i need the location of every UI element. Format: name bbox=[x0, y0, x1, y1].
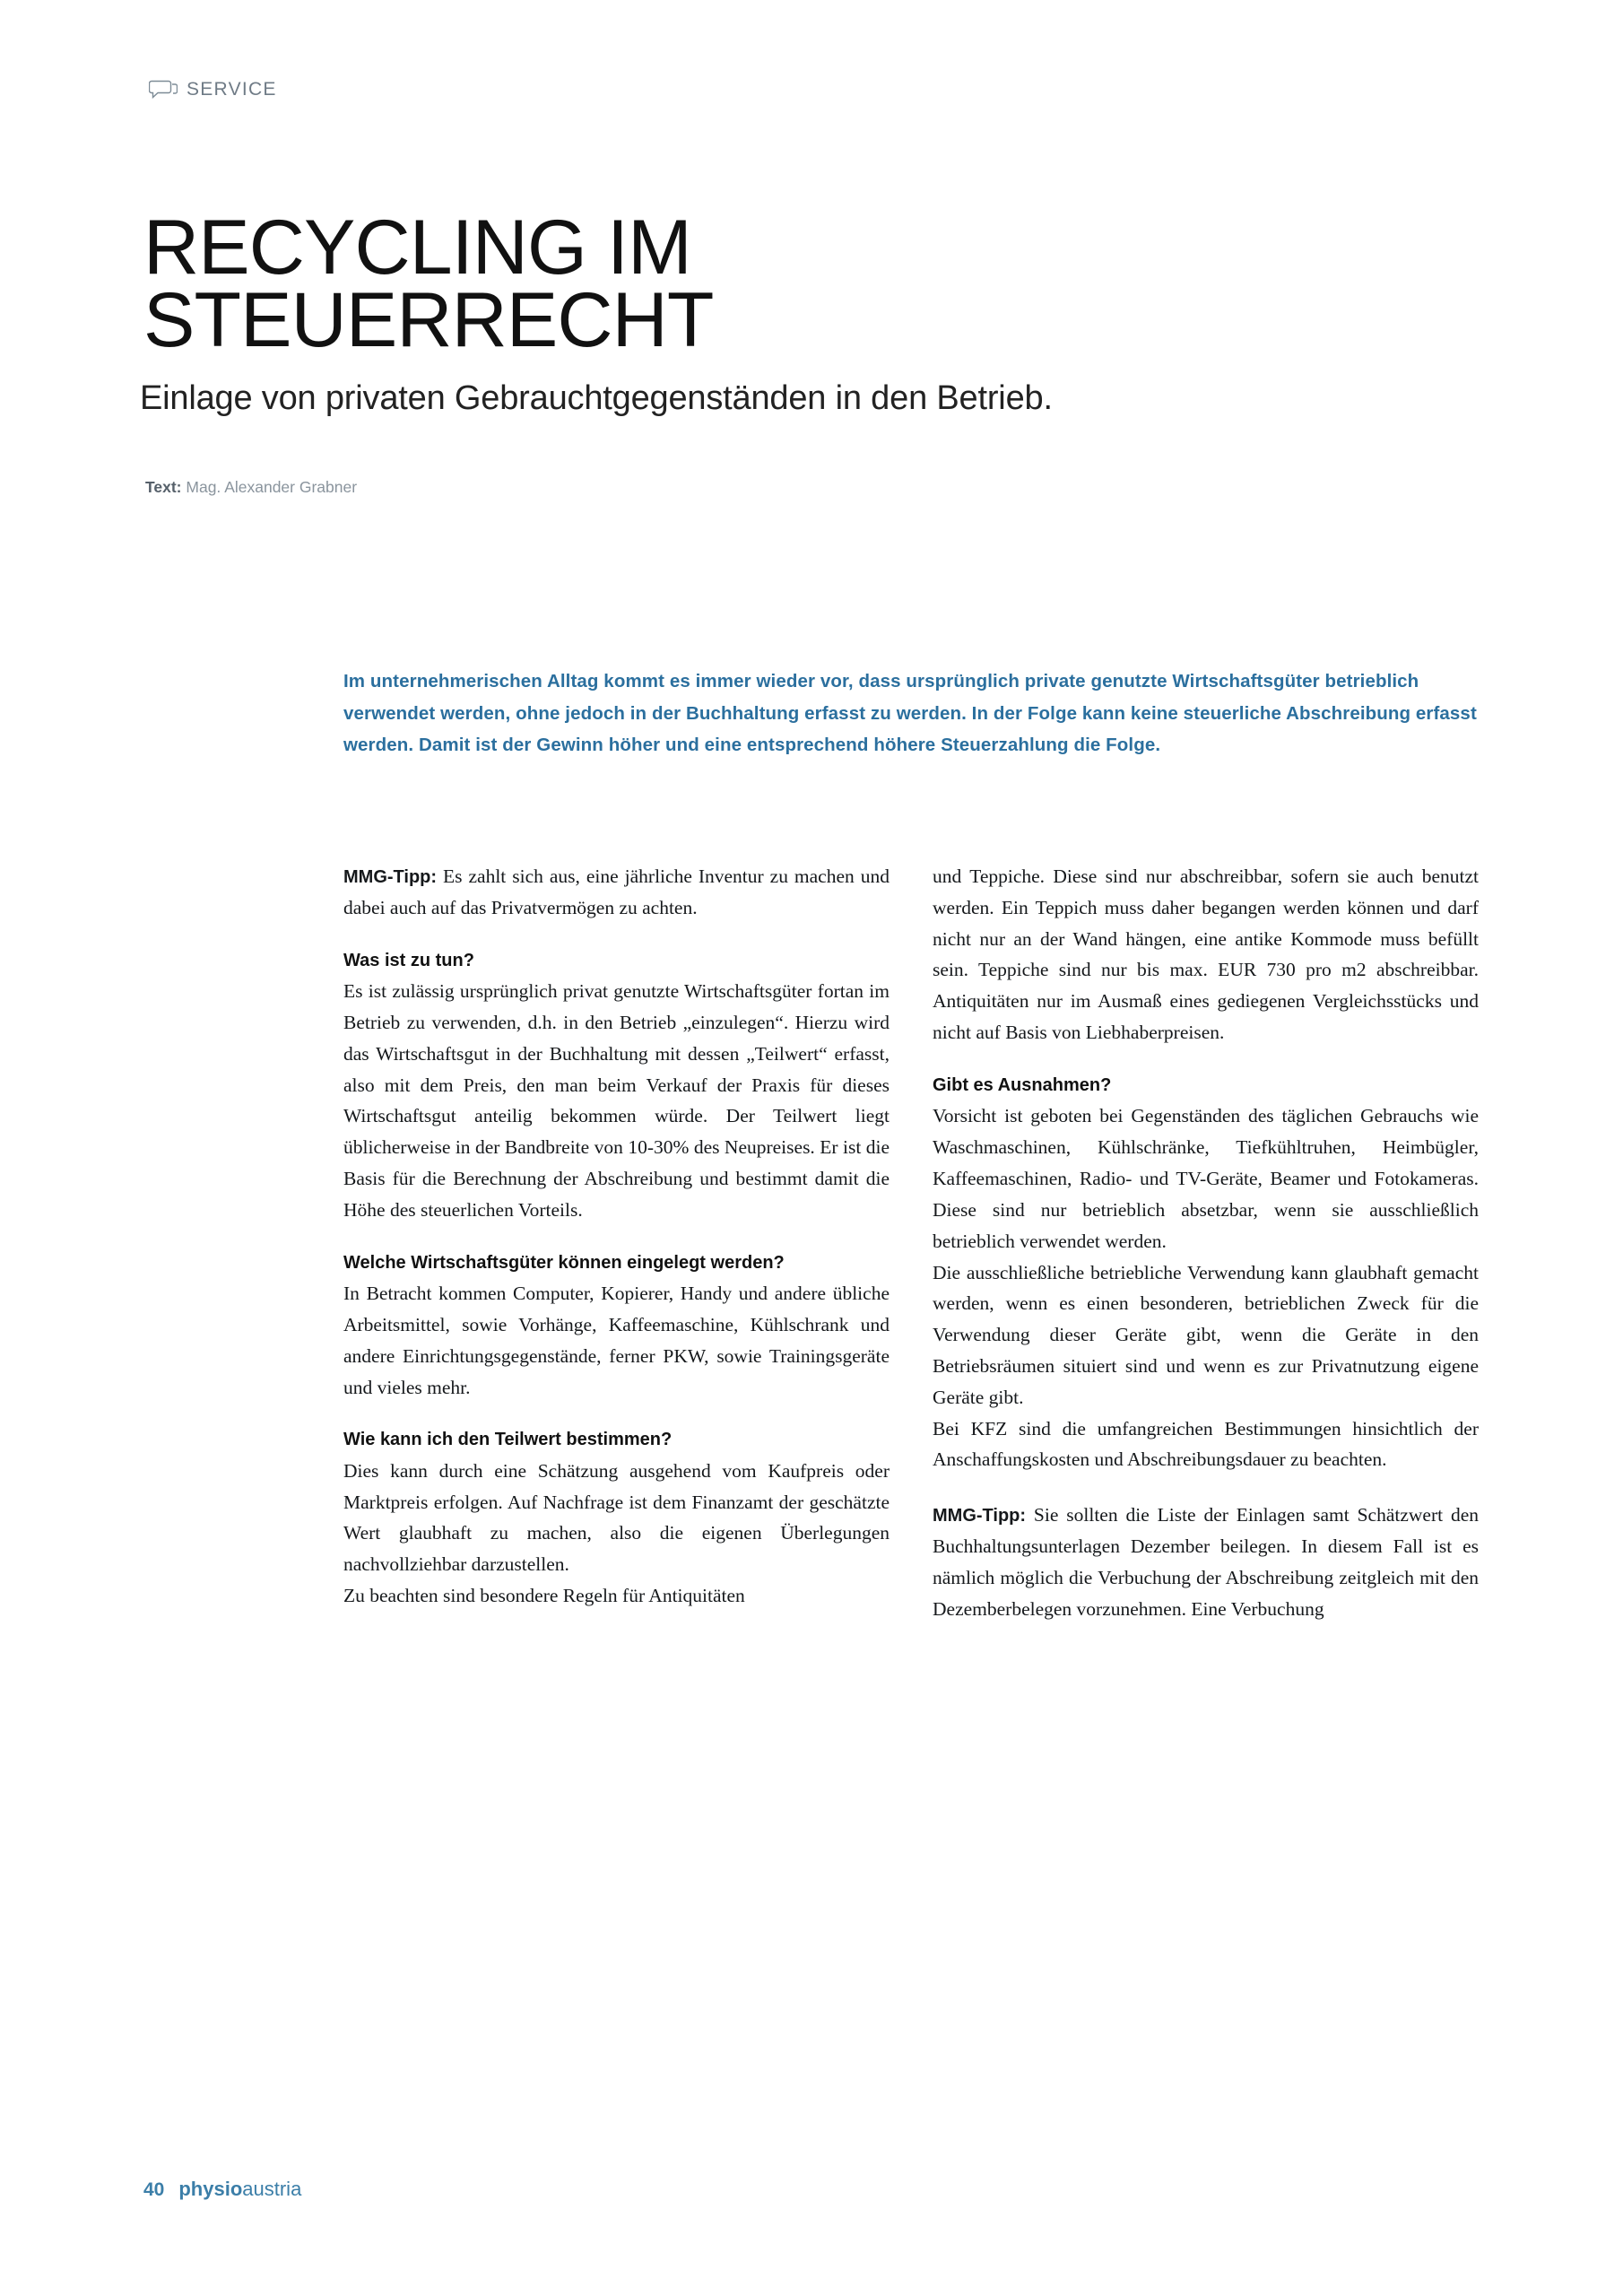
page-title-line-2: STEUERRECHT bbox=[143, 277, 714, 364]
runin-label-mmg-tipp: MMG-Tipp: bbox=[343, 867, 438, 887]
runin-label-mmg-tipp-2: MMG-Tipp: bbox=[933, 1506, 1027, 1526]
brand-wordmark-light: austria bbox=[242, 2178, 302, 2200]
page-footer bbox=[143, 2178, 301, 2201]
body-column-right bbox=[933, 861, 1479, 1625]
paragraph-tip-2 bbox=[933, 1500, 1479, 1624]
kicker-label: SERVICE bbox=[187, 79, 277, 100]
speech-bubble-icon bbox=[149, 80, 178, 100]
paragraph-left-3: Dies kann durch eine Schätzung ausgehend vom Kaufpreis oder Marktpreis erfolgen. Auf Nachfrage ist dem Finanzamt der geschätzte Wert glaubhaft zu machen, also die eigenen Überlegungen nachvollziehbar darzustellen. bbox=[343, 1459, 890, 1576]
body-column-left bbox=[343, 861, 890, 1612]
paragraph-left-4: Zu beachten sind besondere Regeln für Antiquitäten bbox=[343, 1585, 745, 1607]
paragraph-tip-2-text: Sie sollten die Liste der Einlagen samt Schätzwert den Buchhaltungsunterlagen Dezember beilegen. In diesem Fall ist es nämlich möglich die Verbuchung der Abschreibung zeitgleich mit den Dezemberbelegen vorzunehmen. Eine Verbuchung bbox=[933, 1504, 1479, 1620]
heading-was-ist-zu-tun: Was ist zu tun? bbox=[343, 950, 474, 970]
paragraph-tip-1 bbox=[343, 861, 890, 924]
heading-wie-teilwert-bestimmen: Wie kann ich den Teilwert bestimmen? bbox=[343, 1430, 673, 1450]
paragraph-right-3: Die ausschließliche betriebliche Verwendung kann glaubhaft gemacht werden, wenn es einen besonderen, betrieblichen Zweck für die Verwendung dieser Geräte gibt, wenn die Geräte in den Betriebsräumen situiert sind und wenn es zur Privatnutzung eigene Geräte gibt. bbox=[933, 1261, 1479, 1408]
byline bbox=[145, 478, 357, 497]
paragraph-tip-1-text: Es zahlt sich aus, eine jährliche Inventur zu machen und dabei auch auf das Privatvermögen zu achten. bbox=[343, 865, 890, 918]
section-kicker bbox=[149, 79, 277, 100]
paragraph-right-1: und Teppiche. Diese sind nur abschreibbar, sofern sie auch benutzt werden. Ein Teppich muss daher begangen werden können und darf nicht nur an der Wand hängen, eine antike Kommode muss befüllt sein. Teppiche sind nur bis max. EUR 730 pro m2 abschreibbar. Antiquitäten nur im Ausmaß eines gediegenen Vergleichsstücks und nicht auf Basis von Liebhaberpreisen. bbox=[933, 865, 1479, 1044]
heading-welche-wirtschaftsgueter: Welche Wirtschaftsgüter können eingelegt werden? bbox=[343, 1252, 785, 1273]
lead-paragraph: Im unternehmerischen Alltag kommt es immer wieder vor, dass ursprünglich private genutzte Wirtschaftsgüter betrieblich verwendet werden, ohne jedoch in der Buchhaltung erfasst zu werden. In der Folge kann keine steuerliche Abschreibung erfasst werden. Damit ist der Gewinn höher und eine entsprechend höhere Steuerzahlung die Folge. bbox=[343, 671, 1477, 756]
paragraph-right-2: Vorsicht ist geboten bei Gegenständen des täglichen Gebrauchs wie Waschmaschinen, Kühlschränke, Tiefkühltruhen, Heimbügler, Kaffeemaschinen, Radio- und TV-Geräte, Beamer und Fotokameras. Diese sind nur betrieblich absetzbar, wenn sie ausschließlich betrieblich verwendet werden. bbox=[933, 1105, 1479, 1252]
paragraph-right-4: Bei KFZ sind die umfangreichen Bestimmungen hinsichtlich der Anschaffungskosten und Abschreibungsdauer zu beachten. bbox=[933, 1417, 1479, 1471]
brand-wordmark bbox=[178, 2178, 301, 2201]
page-title-line-1: RECYCLING IM bbox=[143, 204, 691, 291]
page-number: 40 bbox=[143, 2179, 165, 2200]
heading-gibt-es-ausnahmen: Gibt es Ausnahmen? bbox=[933, 1074, 1112, 1095]
page-title bbox=[143, 204, 1130, 364]
byline-author: Mag. Alexander Grabner bbox=[186, 478, 358, 496]
brand-wordmark-bold: physio bbox=[178, 2178, 243, 2200]
page-subtitle: Einlage von privaten Gebrauchtgegenständen in den Betrieb. bbox=[140, 379, 1053, 417]
byline-label: Text: bbox=[145, 478, 182, 496]
paragraph-left-1: Es ist zulässig ursprünglich privat genutzte Wirtschaftsgüter fortan im Betrieb zu verwenden, d.h. in den Betrieb „einzulegen“. Hierzu wird das Wirtschaftsgut in der Buchhaltung mit dessen „Teilwert“ erfasst, also mit dem Preis, den man beim Verkauf der Praxis für dieses Wirtschaftsgut anteilig bekommen würde. Der Teilwert liegt üblicherweise in der Bandbreite von 10-30% des Neupreises. Er ist die Basis für die Berechnung der Abschreibung und bestimmt damit die Höhe des steuerlichen Vorteils. bbox=[343, 980, 890, 1221]
paragraph-left-2: In Betracht kommen Computer, Kopierer, Handy und andere übliche Arbeitsmittel, sowie Vorhänge, Kaffeemaschine, Kühlschrank und andere Einrichtungsgegenstände, ferner PKW, sowie Trainingsgeräte und vieles mehr. bbox=[343, 1283, 890, 1398]
